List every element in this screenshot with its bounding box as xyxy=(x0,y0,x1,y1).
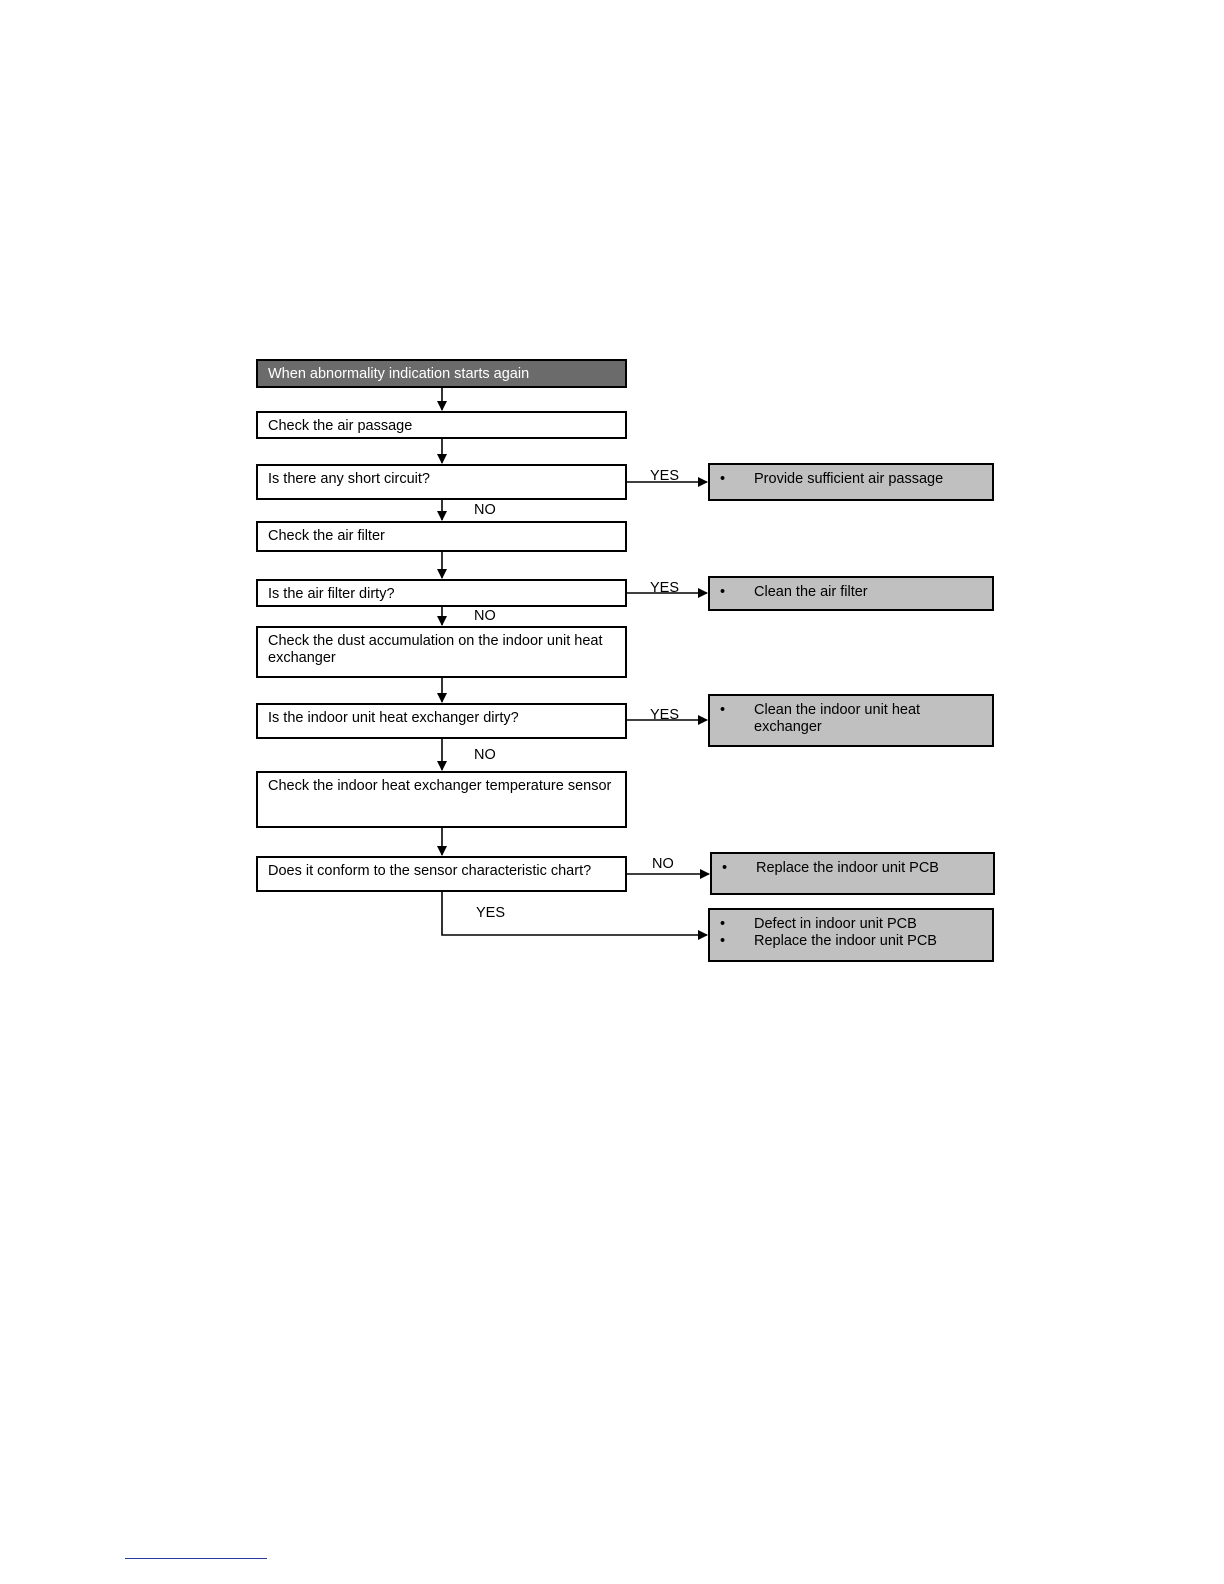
action-clean-filter-box xyxy=(708,576,994,611)
step-sensor-box xyxy=(256,771,627,828)
action-replace-pcb-item-2: • Replace the indoor unit PCB xyxy=(720,933,982,950)
label-no-hx-dirty: NO xyxy=(474,747,496,763)
action-clean-hx-box xyxy=(708,694,994,747)
step-air-filter-box xyxy=(256,521,627,552)
question-hx-dirty-box xyxy=(256,703,627,739)
action-provide-air-passage-box xyxy=(708,463,994,501)
question-conform-text: Does it conform to the sensor characteristic chart? xyxy=(268,863,592,879)
label-yes-conform: YES xyxy=(476,905,506,921)
label-no-filter-dirty: NO xyxy=(474,608,496,624)
step-dust-box xyxy=(256,626,627,678)
step-dust-text: Check the dust accumulation on the indoor unit heat exchanger xyxy=(268,633,603,666)
action-provide-air-passage-item: • Provide sufficient air passage xyxy=(720,471,982,488)
action-defect-pcb-item: • Defect in indoor unit PCB xyxy=(720,916,982,933)
action-clean-filter-item: • Clean the air filter xyxy=(720,584,982,601)
start-box xyxy=(256,359,627,388)
question-conform-box xyxy=(256,856,627,892)
question-hx-dirty-text: Is the indoor unit heat exchanger dirty? xyxy=(268,710,519,726)
step-air-passage-text: Check the air passage xyxy=(268,418,413,434)
label-yes-hx-dirty: YES xyxy=(650,707,680,723)
start-text: When abnormality indication starts again xyxy=(268,366,530,382)
footer-rule xyxy=(125,1558,267,1559)
label-no-conform: NO xyxy=(652,856,674,872)
step-air-filter-text: Check the air filter xyxy=(268,528,385,544)
label-yes-short-circuit: YES xyxy=(650,468,680,484)
question-short-circuit-box xyxy=(256,464,627,500)
label-no-short-circuit: NO xyxy=(474,502,496,518)
action-clean-hx-item: • Clean the indoor unit heat exchanger xyxy=(720,702,982,736)
action-replace-pcb-box xyxy=(710,852,995,895)
step-sensor-text: Check the indoor heat exchanger temperature sensor xyxy=(268,778,612,794)
action-defect-pcb-box xyxy=(708,908,994,962)
question-filter-dirty-text: Is the air filter dirty? xyxy=(268,586,395,602)
question-short-circuit-text: Is there any short circuit? xyxy=(268,471,430,487)
step-air-passage-box xyxy=(256,411,627,439)
question-filter-dirty-box xyxy=(256,579,627,607)
action-replace-pcb-item: • Replace the indoor unit PCB xyxy=(722,860,983,877)
label-yes-filter-dirty: YES xyxy=(650,580,680,596)
